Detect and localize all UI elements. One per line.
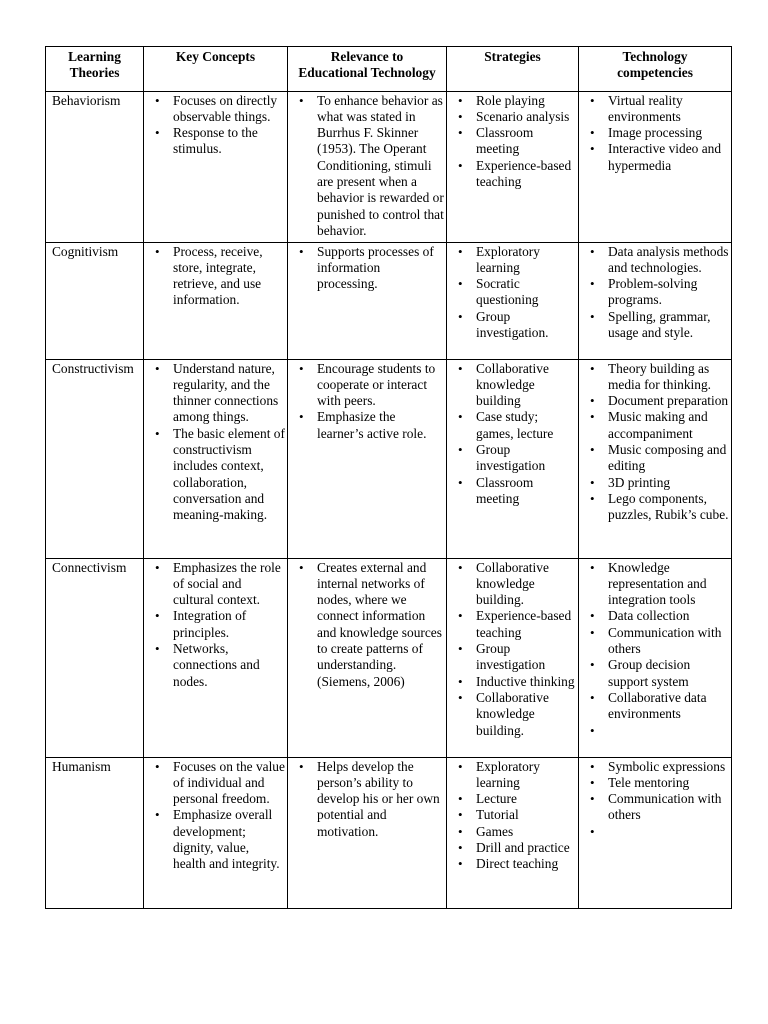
header-row	[46, 47, 732, 92]
header-text: Educational Technology	[298, 65, 436, 81]
header-strategies	[447, 47, 579, 92]
list-item: • Focuses on directly observable things.	[150, 93, 285, 126]
header-text: Theories	[69, 65, 120, 81]
list-item: • 3D printing	[585, 475, 729, 491]
list-item: • Classroom meeting	[453, 475, 576, 508]
list-item: • Games	[453, 824, 576, 840]
list-item: • Communication with others	[585, 791, 729, 824]
list-item: • Encourage students to cooperate or interact with peers.	[294, 361, 444, 410]
list-item: • Exploratory learning	[453, 244, 576, 277]
key-concepts-cell	[144, 757, 288, 908]
table-row	[46, 757, 732, 908]
list-item: • Lego components, puzzles, Rubik’s cube.	[585, 491, 729, 524]
list-item: • Knowledge representation and integration tools	[585, 560, 729, 609]
technology-cell	[579, 242, 732, 359]
theory-name: Cognitivism	[46, 242, 144, 359]
list-item: • Collaborative knowledge building.	[453, 560, 576, 609]
list-item: • Group decision support system	[585, 657, 729, 690]
theory-name: Humanism	[46, 757, 144, 908]
strategies-cell	[447, 359, 579, 558]
list-item: • Emphasize the learner’s active role.	[294, 409, 444, 442]
technology-cell	[579, 558, 732, 757]
list-item: • Collaborative knowledge building	[453, 361, 576, 410]
theory-name: Connectivism	[46, 558, 144, 757]
theory-name: Behaviorism	[46, 91, 144, 242]
relevance-cell	[288, 558, 447, 757]
header-text: Learning	[68, 49, 121, 64]
list-item: • Creates external and internal networks of nodes, where we connect information and knowledge sources to create patterns of understanding. (Siemens, 2006)	[294, 560, 444, 690]
list-item: • Music making and accompaniment	[585, 409, 729, 442]
list-item: • Understand nature, regularity, and the thinner connections among things.	[150, 361, 285, 426]
table-row	[46, 359, 732, 558]
header-relevance	[288, 47, 447, 92]
relevance-cell	[288, 757, 447, 908]
list-item: • Group investigation	[453, 641, 576, 674]
list-item: • Collaborative data environments	[585, 690, 729, 723]
list-item: • Group investigation	[453, 442, 576, 475]
learning-theories-table	[45, 46, 732, 909]
header-learning-theories	[46, 47, 144, 92]
list-item: • Collaborative knowledge building.	[453, 690, 576, 739]
list-item: • Drill and practice	[453, 840, 576, 856]
list-item: • Networks, connections and nodes.	[150, 641, 285, 690]
technology-cell	[579, 359, 732, 558]
list-item: • Helps develop the person’s ability to develop his or her own potential and motivation.	[294, 759, 444, 840]
header-text: competencies	[617, 65, 693, 81]
table-row	[46, 91, 732, 242]
key-concepts-cell	[144, 91, 288, 242]
list-item: • Supports processes of information processing.	[294, 244, 444, 293]
strategies-cell	[447, 242, 579, 359]
list-item: • Experience-based teaching	[453, 158, 576, 191]
list-item: • Virtual reality environments	[585, 93, 729, 126]
list-item: • Emphasize overall development; dignity, value, health and integrity.	[150, 807, 285, 872]
list-item: • Spelling, grammar, usage and style.	[585, 309, 729, 342]
list-item: • Response to the stimulus.	[150, 125, 285, 158]
key-concepts-cell	[144, 359, 288, 558]
list-item: • Document preparation	[585, 393, 729, 409]
list-item: • Group investigation.	[453, 309, 576, 342]
list-item: • Experience-based teaching	[453, 608, 576, 641]
list-item: • Data collection	[585, 608, 729, 624]
header-text: Strategies	[484, 49, 541, 64]
list-item: • Focuses on the value of individual and personal freedom.	[150, 759, 285, 808]
list-item: • Tutorial	[453, 807, 576, 823]
list-item: • Image processing	[585, 125, 729, 141]
list-item: • Inductive thinking	[453, 674, 576, 690]
list-item: • Direct teaching	[453, 856, 576, 872]
empty-list-item	[585, 723, 729, 739]
list-item: • Data analysis methods and technologies.	[585, 244, 729, 277]
relevance-cell	[288, 359, 447, 558]
header-text: Technology	[622, 49, 688, 64]
empty-list-item	[585, 824, 729, 840]
list-item: • Integration of principles.	[150, 608, 285, 641]
list-item: • Classroom meeting	[453, 125, 576, 158]
list-item: • Problem-solving programs.	[585, 276, 729, 309]
list-item: • Exploratory learning	[453, 759, 576, 792]
relevance-cell	[288, 242, 447, 359]
theory-name: Constructivism	[46, 359, 144, 558]
technology-cell	[579, 757, 732, 908]
table-row	[46, 242, 732, 359]
list-item: • Tele mentoring	[585, 775, 729, 791]
list-item: • Scenario analysis	[453, 109, 576, 125]
list-item: • Process, receive, store, integrate, retrieve, and use information.	[150, 244, 285, 309]
table-row	[46, 558, 732, 757]
technology-cell	[579, 91, 732, 242]
list-item: • Emphasizes the role of social and cultural context.	[150, 560, 285, 609]
key-concepts-cell	[144, 558, 288, 757]
list-item: • Symbolic expressions	[585, 759, 729, 775]
header-key-concepts	[144, 47, 288, 92]
list-item: • Socratic questioning	[453, 276, 576, 309]
list-item: • Communication with others	[585, 625, 729, 658]
strategies-cell	[447, 558, 579, 757]
strategies-cell	[447, 91, 579, 242]
header-technology-competencies	[579, 47, 732, 92]
list-item: • Interactive video and hypermedia	[585, 141, 729, 174]
key-concepts-cell	[144, 242, 288, 359]
strategies-cell	[447, 757, 579, 908]
list-item: • To enhance behavior as what was stated in Burrhus F. Skinner (1953). The Operant Conditioning, stimuli are present when a behavior is rewarded or punished to control that behavior.	[294, 93, 444, 240]
list-item: • Role playing	[453, 93, 576, 109]
list-item: • Lecture	[453, 791, 576, 807]
relevance-cell	[288, 91, 447, 242]
list-item: • Theory building as media for thinking.	[585, 361, 729, 394]
list-item: • Music composing and editing	[585, 442, 729, 475]
list-item: • Case study; games, lecture	[453, 409, 576, 442]
header-text: Relevance to	[330, 49, 404, 64]
list-item: • The basic element of constructivism includes context, collaboration, conversation and meaning-making.	[150, 426, 285, 524]
header-text: Key Concepts	[175, 49, 256, 64]
